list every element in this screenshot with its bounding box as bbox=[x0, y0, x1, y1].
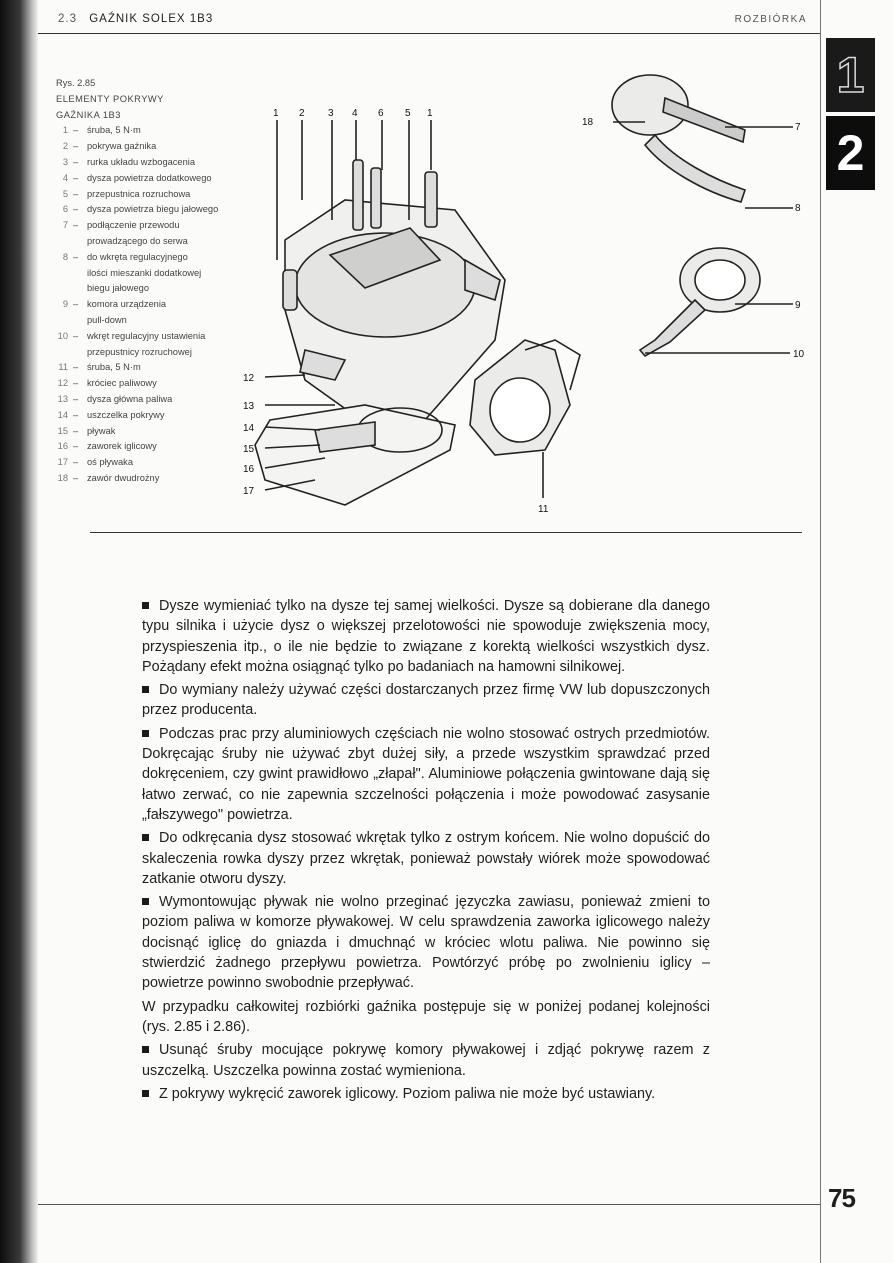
body-text bbox=[142, 596, 710, 1107]
figure-callout: 1 bbox=[273, 108, 279, 119]
legend-number: 4 bbox=[62, 172, 68, 183]
legend-text-continued: biegu jałowego bbox=[87, 283, 150, 294]
book-binding-shadow bbox=[0, 0, 38, 1263]
body-paragraph bbox=[142, 680, 710, 721]
legend-dash: – bbox=[73, 141, 79, 152]
legend-item bbox=[56, 218, 218, 234]
legend-dash: – bbox=[73, 172, 79, 183]
body-paragraph bbox=[142, 1040, 710, 1081]
bullet-icon bbox=[142, 686, 149, 693]
legend-number: 14 bbox=[57, 409, 68, 420]
figure-callout: 6 bbox=[378, 108, 384, 119]
legend-item bbox=[56, 376, 218, 392]
paragraph-text: W przypadku całkowitej rozbiórki gaźnika postępuje się w poniżej podanej kolejności (rys. 2.85 i 2.86). bbox=[142, 998, 710, 1035]
legend-text-continued: pull-down bbox=[87, 314, 127, 325]
legend-text: przepustnica rozruchowa bbox=[87, 188, 191, 199]
legend-number: 2 bbox=[62, 141, 68, 152]
legend-number: 10 bbox=[57, 330, 68, 341]
legend-number: 8 bbox=[62, 251, 68, 262]
legend-dash: – bbox=[73, 330, 79, 341]
figure-callout: 2 bbox=[299, 108, 305, 119]
legend-item bbox=[56, 297, 218, 313]
legend-dash: – bbox=[73, 204, 79, 215]
legend-dash: – bbox=[73, 362, 79, 373]
legend-text: do wkręta regulacyjnego bbox=[87, 251, 188, 262]
legend-text: wkręt regulacyjny ustawienia bbox=[87, 330, 206, 341]
legend-text: dysza powietrza dodatkowego bbox=[87, 172, 212, 183]
figure-title-line-1: ELEMENTY POKRYWY bbox=[56, 93, 164, 104]
figure-rule bbox=[90, 532, 802, 533]
legend-number: 1 bbox=[62, 125, 68, 136]
legend-item bbox=[56, 455, 218, 471]
bullet-icon bbox=[142, 834, 149, 841]
section-number: 2.3 bbox=[58, 13, 77, 25]
figure-callout: 10 bbox=[793, 349, 805, 360]
body-paragraph bbox=[142, 997, 710, 1038]
figure-callout: 3 bbox=[328, 108, 334, 119]
legend-item bbox=[56, 250, 218, 266]
carburetor-exploded-diagram bbox=[225, 50, 820, 530]
figure-ref: Rys. 2.85 bbox=[56, 78, 96, 88]
legend-item bbox=[56, 360, 218, 376]
legend-dash: – bbox=[73, 441, 79, 452]
legend-item bbox=[56, 123, 218, 139]
legend-item bbox=[56, 202, 218, 218]
legend-text: komora urządzenia bbox=[87, 299, 167, 310]
legend-text-continued: ilości mieszanki dodatkowej bbox=[87, 267, 202, 278]
legend-text: śruba, 5 N·m bbox=[87, 362, 141, 373]
gasket-outline bbox=[255, 405, 455, 505]
paragraph-text: Wymontowując pływak nie wolno przeginać języczka zawiasu, ponieważ zmieni to poziom paliwa w komorze pływakowej. W celu sprawdzenia zaworka iglicowego należy docisnąć iglicę do gniazda i dmuchnąć w króciec wlotu paliwa. Nie powinno się stwierdzić żadnego przepływu powietrza. Powtórzyć próbę po zwolnieniu iglicy – powietrze powinno swobodnie przepływać. bbox=[142, 894, 710, 992]
figure-legend bbox=[56, 76, 218, 487]
legend-dash: – bbox=[73, 393, 79, 404]
legend-number: 15 bbox=[57, 425, 68, 436]
legend-number: 16 bbox=[57, 441, 68, 452]
legend-number: 18 bbox=[57, 472, 68, 483]
figure-callout: 11 bbox=[538, 504, 549, 515]
bullet-icon bbox=[142, 1090, 149, 1097]
bullet-icon bbox=[142, 898, 149, 905]
legend-dash: – bbox=[73, 188, 79, 199]
chapter-tab-2: 2 bbox=[826, 116, 875, 190]
legend-text: dysza powietrza biegu jałowego bbox=[87, 204, 219, 215]
legend-text: uszczelka pokrywy bbox=[87, 409, 165, 420]
legend-text: pływak bbox=[87, 425, 116, 436]
legend-item bbox=[56, 155, 218, 171]
figure-callout: 4 bbox=[352, 108, 358, 119]
margin-rule bbox=[820, 0, 821, 1263]
paragraph-text: Usunąć śruby mocujące pokrywę komory pływakowej i zdjąć pokrywę razem z uszczelką. Uszczelka powinna zostać wymieniona. bbox=[142, 1042, 710, 1079]
legend-item bbox=[56, 408, 218, 424]
page-number: 75 bbox=[828, 1183, 855, 1213]
legend-number: 3 bbox=[62, 156, 68, 167]
legend-text: zawór dwudrożny bbox=[87, 472, 160, 483]
legend-number: 13 bbox=[57, 393, 68, 404]
figure-callout: 12 bbox=[243, 373, 255, 384]
figure-callout: 13 bbox=[243, 401, 255, 412]
legend-dash: – bbox=[73, 251, 79, 262]
legend-item bbox=[56, 392, 218, 408]
figure-callout: 17 bbox=[243, 486, 255, 497]
legend-text-continued: przepustnicy rozruchowej bbox=[87, 346, 192, 357]
legend-dash: – bbox=[73, 125, 79, 136]
chapter-title: GAŹNIK SOLEX 1B3 bbox=[89, 13, 214, 25]
legend-dash: – bbox=[73, 220, 79, 231]
body-paragraph bbox=[142, 828, 710, 889]
legend-number: 5 bbox=[62, 188, 68, 199]
legend-item bbox=[56, 187, 218, 203]
legend-text: oś pływaka bbox=[87, 457, 133, 468]
bullet-icon bbox=[142, 730, 149, 737]
legend-text-continued: prowadzącego do serwa bbox=[87, 235, 188, 246]
figure-callout: 9 bbox=[795, 300, 801, 311]
legend-item bbox=[56, 424, 218, 440]
paragraph-text: Do odkręcania dysz stosować wkrętak tylko z ostrym końcem. Nie wolno dopuścić do skaleczenia rowka dyszy przez wkrętak, ponieważ powstały wiórek może spowodować zatkanie otworu dyszy. bbox=[142, 830, 710, 887]
bullet-icon bbox=[142, 1046, 149, 1053]
body-paragraph bbox=[142, 596, 710, 677]
paragraph-text: Z pokrywy wykręcić zaworek iglicowy. Poziom paliwa nie może być ustawiany. bbox=[159, 1085, 656, 1102]
bullet-icon bbox=[142, 602, 149, 609]
section-label: ROZBIÓRKA bbox=[734, 14, 807, 25]
legend-text: pokrywa gaźnika bbox=[87, 141, 157, 152]
legend-text: zaworek iglicowy bbox=[87, 441, 157, 452]
figure-callout: 5 bbox=[405, 108, 411, 119]
legend-dash: – bbox=[73, 457, 79, 468]
legend-item bbox=[56, 139, 218, 155]
legend-number: 11 bbox=[58, 362, 68, 373]
legend-dash: – bbox=[73, 299, 79, 310]
legend-text: śruba, 5 N·m bbox=[87, 125, 141, 136]
figure-callout: 15 bbox=[243, 444, 255, 455]
legend-text: dysza główna paliwa bbox=[87, 393, 173, 404]
footer-rule bbox=[38, 1204, 820, 1205]
legend-text: podłączenie przewodu bbox=[87, 220, 180, 231]
legend-text: króciec paliwowy bbox=[87, 378, 157, 389]
paragraph-text: Podczas prac przy aluminiowych częściach nie wolno stosować ostrych przedmiotów. Dokręcając śruby nie używać zbyt dużej siły, a przede wszystkim sprawdzać przed dokręceniem, czy gwint prawidłowo „złapał". Aluminiowe połączenia gwintowane dają się łatwo zerwać, co nie zapewnia szczelności połączenia i może powodować zasysanie „fałszywego" powietrza. bbox=[142, 725, 710, 823]
body-paragraph bbox=[142, 892, 710, 993]
header-rule bbox=[38, 33, 820, 34]
legend-dash: – bbox=[73, 425, 79, 436]
legend-number: 7 bbox=[62, 220, 68, 231]
legend-text: rurka układu wzbogacenia bbox=[87, 156, 196, 167]
figure-callout: 16 bbox=[243, 464, 255, 475]
body-paragraph bbox=[142, 1084, 710, 1104]
paragraph-text: Dysze wymieniać tylko na dysze tej samej wielkości. Dysze są dobierane dla danego typu silnika i użycie dysz o większej przelotowości nie spowoduje zwiększenia mocy, przyspieszenia itp., o ile nie będzie to związane z korektą wielkości wszystkich dysz. Pożądany efekt można osiągnąć tylko po badaniach na hamowni silnikowej. bbox=[142, 598, 710, 675]
legend-dash: – bbox=[73, 409, 79, 420]
legend-item bbox=[56, 471, 218, 487]
legend-number: 17 bbox=[57, 457, 68, 468]
figure-callout: 1 bbox=[427, 108, 433, 119]
legend-dash: – bbox=[73, 156, 79, 167]
figure-callout: 14 bbox=[243, 423, 255, 434]
chapter-tab-1: 1 bbox=[826, 38, 875, 112]
legend-item bbox=[56, 329, 218, 345]
legend-number: 6 bbox=[62, 204, 68, 215]
legend-number: 12 bbox=[57, 378, 68, 389]
body-paragraph bbox=[142, 724, 710, 825]
legend-item bbox=[56, 171, 218, 187]
paragraph-text: Do wymiany należy używać części dostarczanych przez firmę VW lub dopuszczonych przez producenta. bbox=[142, 682, 710, 719]
legend-item bbox=[56, 439, 218, 455]
running-header bbox=[58, 13, 213, 25]
legend-dash: – bbox=[73, 378, 79, 389]
figure-title-line-2: GAŹNIKA 1B3 bbox=[56, 109, 121, 120]
legend-dash: – bbox=[73, 472, 79, 483]
figure-callout: 7 bbox=[795, 122, 801, 133]
figure-callout: 8 bbox=[795, 203, 801, 214]
figure-callout: 18 bbox=[582, 117, 594, 128]
legend-number: 9 bbox=[62, 299, 68, 310]
